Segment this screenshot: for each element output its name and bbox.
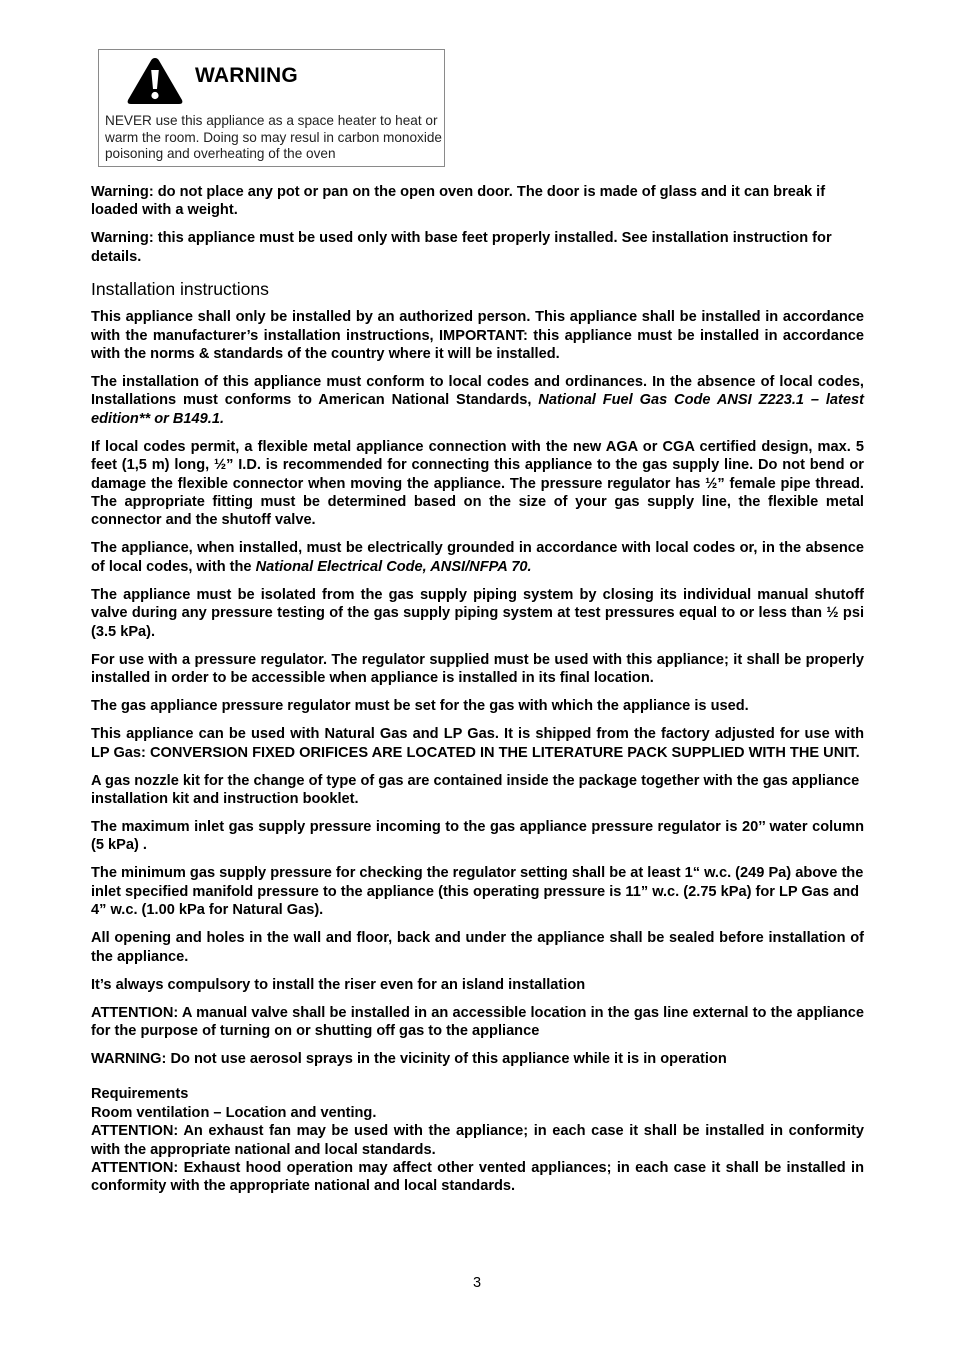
warning-box <box>98 49 445 167</box>
section-heading-installation: Installation instructions <box>91 279 269 300</box>
requirements-exhaust-hood: ATTENTION: Exhaust hood operation may affect other vented appliances; in each case it shall be installed in conformity with the appropriate national and local standards. <box>91 1159 864 1195</box>
requirements-exhaust-fan: ATTENTION: An exhaust fan may be used with the appliance; in each case it shall be installed in conformity with the appropriate national and local standards. <box>91 1123 864 1158</box>
paragraph-gas-types: This appliance can be used with Natural Gas and LP Gas. It is shipped from the factory adjusted for use with LP Gas: CONVERSION FIXED ORIFICES ARE LOCATED IN THE LITERATURE PACK SUPPLIED WITH THE UNIT. <box>91 726 864 761</box>
paragraph-max-inlet-pressure: The maximum inlet gas supply pressure incoming to the gas appliance pressure regulator is 20’’ water column (5 kPa) . <box>91 818 864 854</box>
requirements-section <box>91 1085 864 1195</box>
paragraph-riser: It’s always compulsory to install the riser even for an island installation <box>91 976 586 993</box>
paragraph-aerosol-warning: WARNING: Do not use aerosol sprays in the vicinity of this appliance while it is in operation <box>91 1050 727 1067</box>
paragraph-local-codes-standard: National Fuel Gas Code ANSI Z223.1 – latest edition** or B149.1. <box>91 392 864 427</box>
paragraph-electrical-ground <box>91 539 864 576</box>
paragraph-nozzle-kit: A gas nozzle kit for the change of type of gas are contained inside the package together with the gas appliance installation kit and instruction booklet. <box>91 772 860 807</box>
warning-title: WARNING <box>195 64 298 87</box>
paragraph-pressure-regulator: For use with a pressure regulator. The regulator supplied must be used with this appliance; it shall be properly installed in order to be accessible when appliance is installed in its final location. <box>91 651 864 687</box>
warning-base-feet: Warning: this appliance must be used only with base feet properly installed. See installation instruction for details. <box>91 230 832 265</box>
warning-oven-door: Warning: do not place any pot or pan on the open oven door. The door is made of glass and it can break if loaded with a weight. <box>91 184 826 219</box>
paragraph-electrical-ground-text: The appliance, when installed, must be electrically grounded in accordance with local codes or, in the absence of local codes, with the <box>91 540 864 575</box>
requirements-subheading: Room ventilation – Location and venting. <box>91 1104 377 1121</box>
paragraph-authorized-person: This appliance shall only be installed by an authorized person. This appliance shall be installed in accordance with the manufacturer’s installation instructions, IMPORTANT: this appliance must be installed in accordance with the norms & standards of the country where it will be installed. <box>91 309 864 363</box>
page-number: 3 <box>472 1275 482 1291</box>
paragraph-flexible-connection: If local codes permit, a flexible metal appliance connection with the new AGA or CGA certified design, max. 5 feet (1,5 m) long, ½” I.D. is recommended for connecting this appliance to the gas supply line. Do not bend or damage the flexible connector when moving the appliance. The pressure regulator has ½” female pipe thread. The appropriate fitting must be determined based on the size of your gas supply line, the flexible metal connector and the shutoff valve. <box>91 438 864 529</box>
paragraph-electrical-ground-standard: National Electrical Code, ANSI/NFPA 70. <box>255 558 532 575</box>
paragraph-manual-valve: ATTENTION: A manual valve shall be installed in an accessible location in the gas line external to the appliance for the purpose of turning on or shutting off gas to the appliance <box>91 1004 864 1039</box>
paragraph-local-codes-text: The installation of this appliance must conform to local codes and ordinances. In the absence of local codes, Installations must conforms to American National Standards, <box>91 374 864 409</box>
requirements-heading: Requirements <box>91 1086 189 1103</box>
warning-triangle-icon <box>126 56 184 106</box>
paragraph-sealing: All opening and holes in the wall and floor, back and under the appliance shall be sealed before installation of the appliance. <box>91 930 864 965</box>
paragraph-min-supply-pressure: The minimum gas supply pressure for checking the regulator setting shall be at least 1“ w.c. (249 Pa) above the inlet specified manifold pressure to the appliance (this operating pressure is 11” w.c. (2.75 kPa) for LP Gas and 4” w.c. (1.00 kPa for Natural Gas). <box>91 865 864 919</box>
paragraph-isolation: The appliance must be isolated from the gas supply piping system by closing its individual manual shutoff valve during any pressure testing of the gas supply piping system at test pressures equal to or less than ½ psi (3.5 kPa). <box>91 586 864 640</box>
warning-text: NEVER use this appliance as a space heater to heat or warm the room. Doing so may resul in carbon monoxide poisoning and overheating of the oven <box>105 113 442 161</box>
paragraph-local-codes <box>91 373 864 428</box>
paragraph-regulator-setting: The gas appliance pressure regulator must be set for the gas with which the appliance is used. <box>91 698 749 715</box>
document-body <box>91 183 864 1196</box>
